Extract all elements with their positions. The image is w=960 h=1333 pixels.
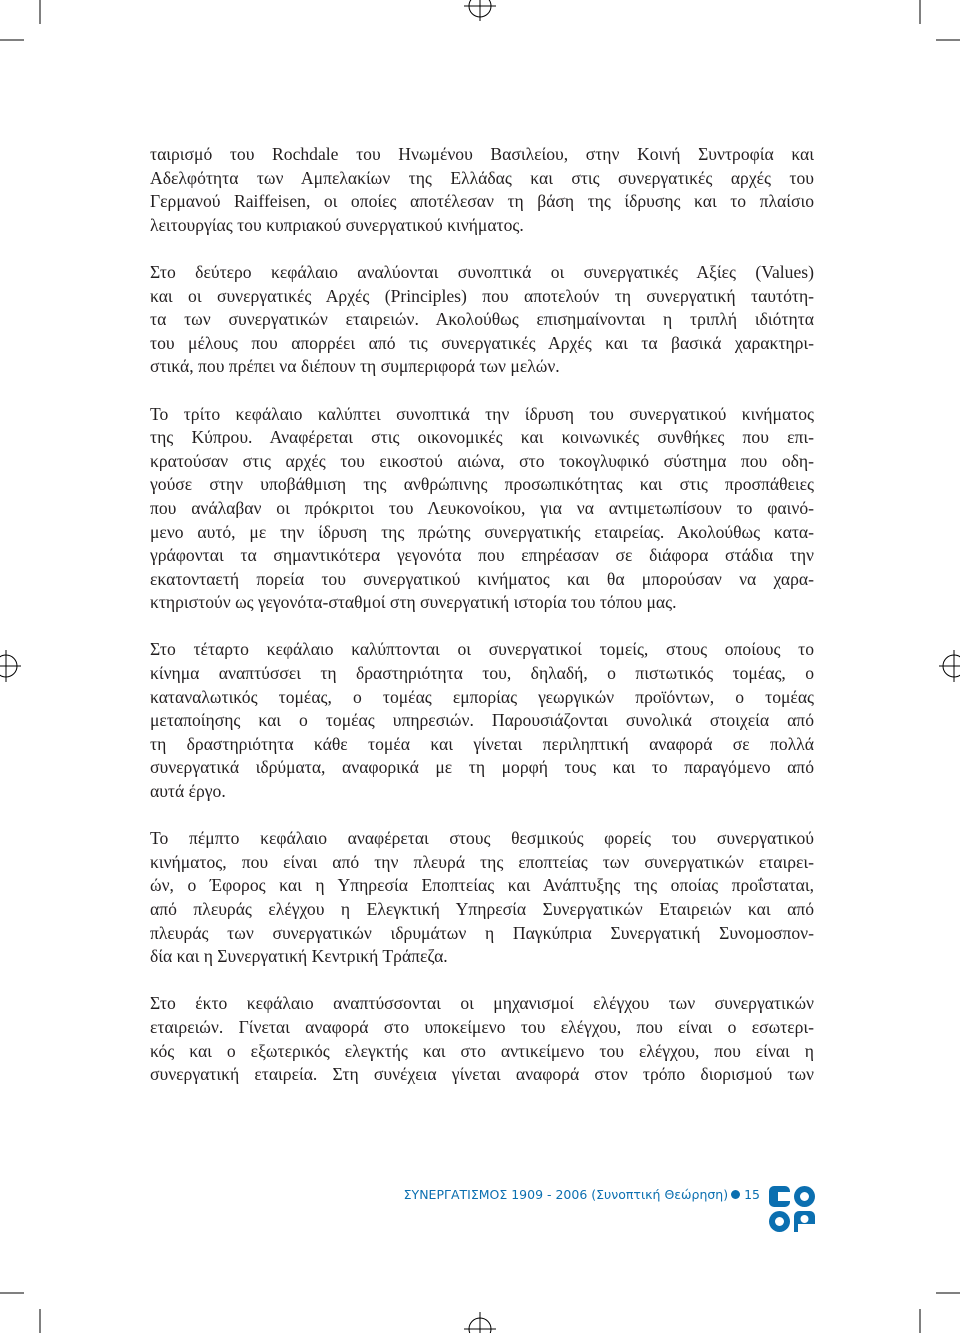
text-line: κρατούσαν στις αρχές του εικοστού αιώνα, στο τοκογλυφικό σύστημα που οδη- xyxy=(150,450,814,471)
text-line: λειτουργίας του κυπριακού συνεργατικού κινήματος. xyxy=(150,214,524,235)
page-number: 15 xyxy=(744,1187,760,1202)
text-line: τη δραστηριότητα κάθε τομέα και γίνεται περιληπτική αναφορά σε πολλά xyxy=(150,733,814,754)
text-line: κτηριστούν ως γεγονότα-σταθμοί στη συνεργατική ιστορία του τόπου μας. xyxy=(150,592,677,613)
text-line: από πλευράς ελέγχου η Ελεγκτική Υπηρεσία Συνεργατικών Εταιρειών και από xyxy=(150,899,814,919)
text-line: Το τρίτο κεφάλαιο καλύπτει συνοπτικά την ίδρυση του συνεργατικού κινήματος xyxy=(150,403,814,424)
body-text xyxy=(150,143,814,1110)
text-line: γούσε στην υποβάθμιση της ανθρώπινης προσωπικότητας και στις προσπάθειες xyxy=(150,474,814,495)
text-line: καταναλωτικός τομέας, ο τομέας εμπορίας γεωργικών προϊόντων, ο τομέας xyxy=(150,686,814,707)
text-line: μεταποίησης και ο τομέας υπηρεσιών. Παρουσιάζονται συνολικά στοιχεία από xyxy=(150,710,814,731)
text-line: συνεργατικά ιδρύματα, αναφορικά με τη μορφή τους και το παραγόμενο από xyxy=(150,757,814,778)
text-line: που ανάλαβαν οι πρόκριτοι του Λευκονοίκου, για να αντιμετωπίσουν το φαινό- xyxy=(150,497,814,518)
bullet-icon xyxy=(731,1190,740,1199)
text-line: γράφονται τα σημαντικότερα γεγονότα που επηρέασαν σε διάφορα στάδια την xyxy=(150,545,814,566)
text-line: Το πέμπτο κεφάλαιο αναφέρεται στους θεσμικούς φορείς του συνεργατικού xyxy=(150,828,814,849)
running-title: ΣΥΝΕΡΓΑΤΙΣΜΟΣ 1909 - 2006 (Συνοπτική Θεώρηση) xyxy=(403,1187,729,1202)
text-line: πλευράς των συνεργατικών ιδρυμάτων η Παγκύπρια Συνεργατική Συνομοσπον- xyxy=(150,922,814,943)
text-line: Αδελφότητα των Αμπελακίων της Ελλάδας και στις συνεργατικές αρχές του xyxy=(150,167,814,188)
running-footer xyxy=(0,1187,760,1202)
text-line: Στο δεύτερο κεφάλαιο αναλύονται συνοπτικά οι συνεργατικές Αξίες (Values) xyxy=(150,261,814,282)
text-line: δία και η Συνεργατική Κεντρική Τράπεζα. xyxy=(150,946,448,967)
paragraph xyxy=(150,261,814,379)
text-line: και οι συνεργατικές Αρχές (Principles) που αποτελούν τη συνεργατική ταυτότη- xyxy=(150,285,814,306)
paragraph xyxy=(150,992,814,1086)
text-line: κίνημα αναπτύσσει τη δραστηριότητα του, δηλαδή, ο πιστωτικός τομέας, ο xyxy=(150,663,814,684)
paragraph xyxy=(150,827,814,969)
paragraph xyxy=(150,638,814,803)
text-line: της Κύπρου. Αναφέρεται στις οικονομικές και κοινωνικές συνθήκες που επι- xyxy=(150,427,814,448)
co-op-logo xyxy=(769,1186,815,1232)
text-line: τα των συνεργατικών εταιρειών. Ακολούθως επισημαίνονται η τριπλή ιδιότητα xyxy=(150,309,814,330)
text-line: κινήματος, που είναι από την πλευρά της εποπτείας των συνεργατικών εταιρει- xyxy=(150,851,814,872)
text-line: στικά, που πρέπει να διέπουν τη συμπεριφορά των μελών. xyxy=(150,356,560,377)
text-line: εταιρειών. Γίνεται αναφορά στο υποκείμενο του ελέγχου, που είναι ο εσωτερι- xyxy=(150,1016,814,1037)
text-line: κός και ο εξωτερικός ελεγκτής και στο αντικείμενο του ελέγχου, που είναι η xyxy=(150,1040,814,1061)
text-line: ών, ο Έφορος και η Υπηρεσία Εποπτείας και Ανάπτυξης της οποίας προΐσταται, xyxy=(150,875,814,896)
text-line: Στο τέταρτο κεφάλαιο καλύπτονται οι συνεργατικοί τομείς, στους οποίους το xyxy=(150,639,814,660)
text-line: Στο έκτο κεφάλαιο αναπτύσσονται οι μηχανισμοί ελέγχου των συνεργατικών xyxy=(150,993,814,1014)
text-line: του μέλους που απορρέει από τις συνεργατικές Αρχές και τα βασικά χαρακτηρι- xyxy=(150,332,814,353)
text-line: αυτά έργο. xyxy=(150,781,226,802)
text-line: Γερμανού Raiffeisen, οι οποίες αποτέλεσαν τη βάση της ίδρυσης και το πλαίσιο xyxy=(150,191,814,212)
paragraph xyxy=(150,143,814,237)
text-line: μενο αυτό, με την ίδρυση της πρώτης συνεργατικής εταιρείας. Ακολούθως κατα- xyxy=(150,521,814,542)
paragraph xyxy=(150,403,814,615)
text-line: εκατονταετή πορεία του συνεργατικού κινήματος και θα μπορούσαν να χαρα- xyxy=(150,568,814,589)
text-line: συνεργατική εταιρεία. Στη συνέχεια γίνεται αναφορά στον τρόπο διορισμού των xyxy=(150,1064,814,1085)
text-line: ταιρισμό του Rochdale του Ηνωμένου Βασιλείου, στην Κοινή Συντροφία και xyxy=(150,144,814,164)
